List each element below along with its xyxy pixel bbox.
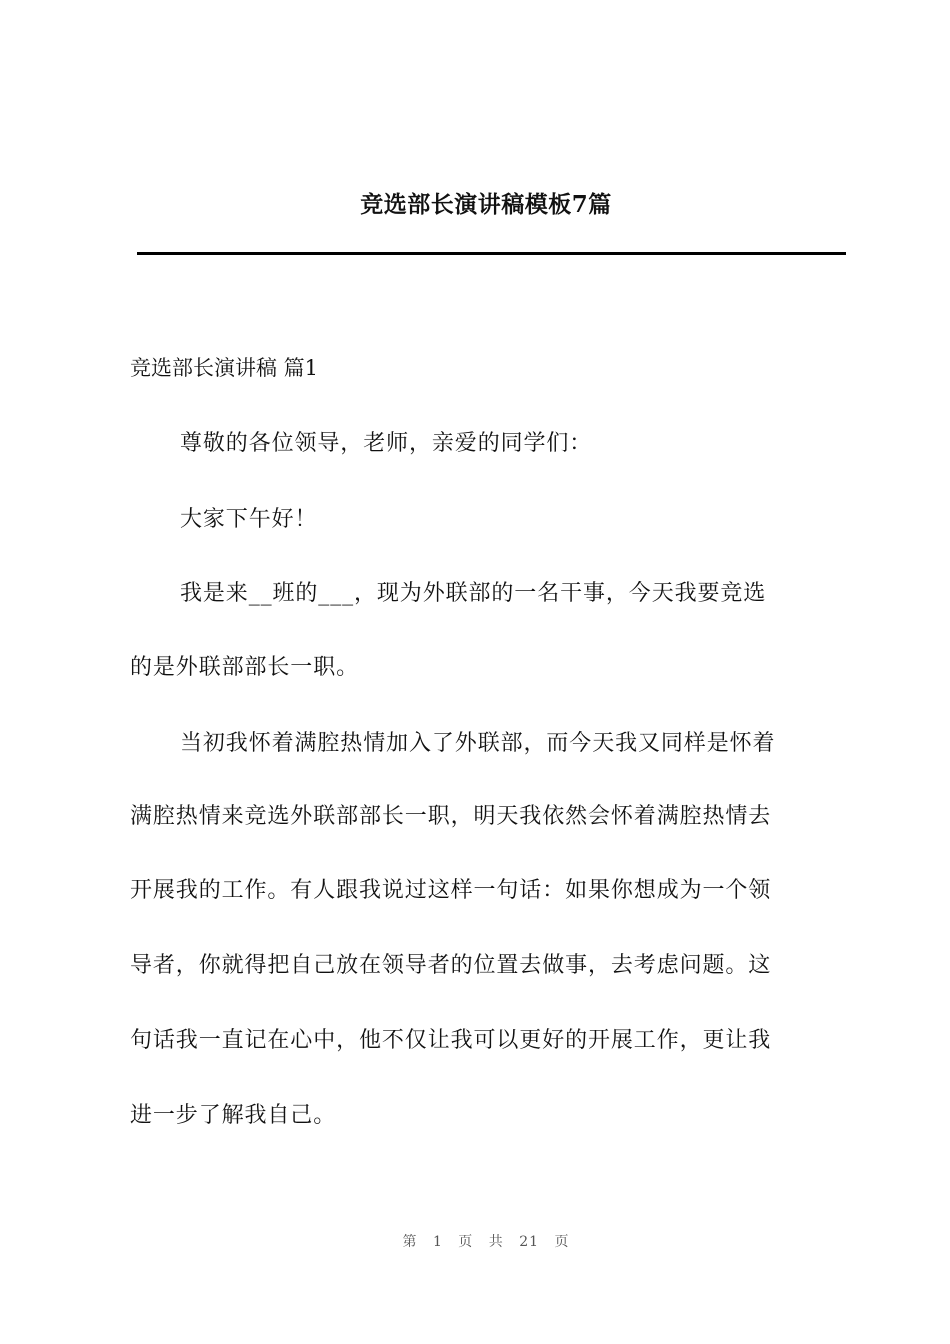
greeting-line: 大家下午好！ (180, 507, 318, 532)
paragraph-line: 的是外联部部长一职。 (130, 655, 360, 680)
page-title: 竞选部长演讲稿模板7篇 (360, 191, 612, 218)
paragraph-line: 开展我的工作。有人跟我说过这样一句话：如果你想成为一个领 (130, 878, 772, 903)
section-heading: 竞选部长演讲稿 篇1 (130, 356, 319, 380)
title-underline (137, 252, 846, 255)
salutation-line: 尊敬的各位领导，老师，亲爱的同学们： (180, 431, 593, 456)
paragraph-line: 进一步了解我自己。 (130, 1103, 337, 1128)
paragraph-line: 我是来__班的___，现为外联部的一名干事，今天我要竞选 (180, 581, 767, 606)
paragraph-line: 满腔热情来竞选外联部部长一职，明天我依然会怀着满腔热情去 (130, 804, 772, 829)
paragraph-line: 当初我怀着满腔热情加入了外联部，而今天我又同样是怀着 (180, 731, 776, 756)
paragraph-line: 导者，你就得把自己放在领导者的位置去做事，去考虑问题。这 (130, 953, 772, 978)
paragraph-line: 句话我一直记在心中，他不仅让我可以更好的开展工作，更让我 (130, 1028, 772, 1053)
page-footer: 第 1 页 共 21 页 (402, 1234, 570, 1250)
